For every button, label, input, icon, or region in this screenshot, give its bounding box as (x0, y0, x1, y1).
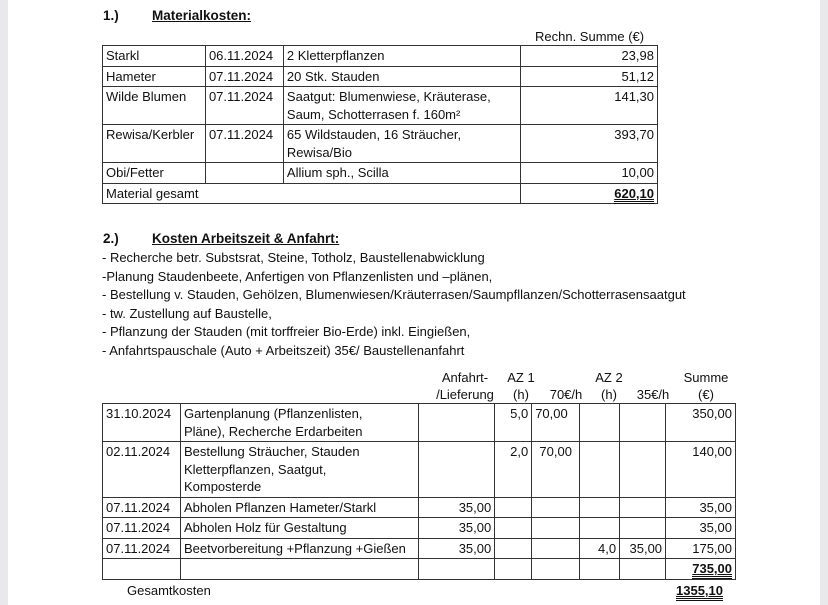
table-row (103, 538, 736, 559)
task-list (102, 249, 686, 360)
az1-cell: 5,0 (495, 404, 532, 442)
description-cell: Allium sph., Scilla (283, 163, 520, 184)
rate2-cell: 35,00 (620, 538, 666, 559)
description-cell: 2 Kletterpflanzen (283, 46, 520, 67)
description-line: Saatgut: Blumenwiese, Kräuterase, (286, 89, 491, 104)
description-line: Bestellung Sträucher, Stauden (183, 444, 360, 459)
section2-number: 2.) (103, 231, 119, 246)
az2-cell (580, 404, 620, 442)
table-row (103, 46, 658, 67)
az2-cell (580, 442, 620, 498)
material-table (102, 45, 658, 204)
list-item: - Recherche betr. Substsrat, Steine, Totholz, Baustellenabwicklung (102, 250, 485, 265)
list-item: - Bestellung v. Stauden, Gehölzen, Blumenwiesen/Kräuterrasen/Saumpfllanzen/Schotterrasensaatgut (102, 287, 686, 302)
az1-cell (495, 518, 532, 539)
subtotal-value: 735,00 (692, 561, 732, 579)
description-line: Komposterde (183, 479, 262, 494)
empty-cell (580, 559, 620, 580)
az1-cell: 2,0 (495, 442, 532, 498)
anfahrt-cell: 35,00 (419, 518, 495, 539)
description-cell (283, 125, 520, 163)
description-cell (180, 442, 418, 498)
sum-cell: 350,00 (666, 404, 736, 442)
rate2-cell (620, 497, 666, 518)
description-cell (180, 404, 418, 442)
description-line: 65 Wildstauden, 16 Sträucher, (286, 127, 462, 142)
table-row (103, 66, 658, 87)
rate2-cell (620, 518, 666, 539)
list-item: - tw. Zustellung auf Baustelle, (102, 305, 272, 321)
empty-cell (180, 559, 418, 580)
list-item: -Planung Staudenbeete, Anfertigen von Pflanzenlisten und –plänen, (102, 268, 493, 284)
header-rate1: 70€/h (549, 387, 583, 402)
header-line: (h) (601, 387, 617, 402)
az1-cell (495, 497, 532, 518)
empty-cell (495, 559, 532, 580)
header-line: AZ 1 (507, 370, 535, 385)
section1-col-header: Rechn. Summe (€) (535, 29, 645, 44)
labor-table (102, 403, 736, 580)
sum-cell: 140,00 (666, 442, 736, 498)
supplier-cell: Obi/Fetter (103, 163, 206, 184)
description-cell: 20 Stk. Stauden (283, 66, 520, 87)
date-cell: 31.10.2024 (103, 404, 181, 442)
list-item: - Anfahrtspauschale (Auto + Arbeitszeit) 35€/ Baustellenanfahrt (102, 342, 465, 358)
description-cell: Abholen Pflanzen Hameter/Starkl (180, 497, 418, 518)
supplier-cell: Rewisa/Kerbler (103, 125, 206, 163)
empty-cell (419, 559, 495, 580)
sum-cell: 35,00 (666, 518, 736, 539)
document-page (8, 0, 820, 605)
date-cell: 07.11.2024 (205, 87, 283, 125)
grand-total-value: 1355,10 (676, 583, 723, 601)
header-rate2: 35€/h (636, 387, 670, 402)
empty-cell (532, 559, 580, 580)
description-line: Pläne), Recherche Erdarbeiten (183, 423, 363, 439)
rate2-cell (620, 404, 666, 442)
header-line: /Lieferung (436, 387, 494, 402)
amount-cell: 51,12 (521, 66, 658, 87)
header-line: Anfahrt- (441, 370, 489, 385)
date-cell: 07.11.2024 (103, 518, 181, 539)
subtotal-cell (666, 559, 736, 580)
rate1-cell (532, 518, 580, 539)
header-az1 (506, 369, 536, 403)
anfahrt-cell: 35,00 (419, 497, 495, 518)
section1-title: Materialkosten: (152, 8, 252, 23)
header-line: Summe (683, 370, 729, 385)
description-line: Rewisa/Bio (286, 144, 352, 160)
table-row (103, 125, 658, 163)
total-value: 620,10 (614, 186, 654, 204)
az2-cell (580, 518, 620, 539)
header-line: (€) (698, 387, 714, 402)
rate1-cell (532, 497, 580, 518)
az1-cell (495, 538, 532, 559)
amount-cell: 393,70 (521, 125, 658, 163)
date-cell: 07.11.2024 (103, 538, 181, 559)
header-line: AZ 2 (595, 370, 623, 385)
amount-cell: 10,00 (521, 163, 658, 184)
sum-cell: 175,00 (666, 538, 736, 559)
table-row (103, 518, 736, 539)
anfahrt-cell (419, 404, 495, 442)
subtotal-row (103, 559, 736, 580)
amount-cell: 141,30 (521, 87, 658, 125)
section2-title: Kosten Arbeitszeit & Anfahrt: (152, 231, 340, 246)
amount-cell: 23,98 (521, 46, 658, 67)
description-cell (283, 87, 520, 125)
description-line: Saum, Schotterrasen f. 160m² (286, 106, 461, 122)
az2-cell: 4,0 (580, 538, 620, 559)
sum-cell: 35,00 (666, 497, 736, 518)
date-cell: 02.11.2024 (103, 442, 181, 498)
description-cell: Beetvorbereitung +Pflanzung +Gießen (180, 538, 418, 559)
header-sum (676, 369, 736, 403)
date-cell: 07.11.2024 (205, 125, 283, 163)
total-label: Material gesamt (103, 183, 521, 204)
header-az2 (592, 369, 626, 403)
total-row (103, 183, 658, 204)
description-line: Gartenplanung (Pflanzenlisten, (183, 406, 363, 421)
header-anfahrt (428, 369, 502, 403)
date-cell (205, 163, 283, 184)
supplier-cell: Starkl (103, 46, 206, 67)
supplier-cell: Wilde Blumen (103, 87, 206, 125)
table-row (103, 163, 658, 184)
section1-number: 1.) (103, 8, 119, 23)
rate2-cell (620, 442, 666, 498)
supplier-cell: Hameter (103, 66, 206, 87)
description-cell: Abholen Holz für Gestaltung (180, 518, 418, 539)
empty-cell (620, 559, 666, 580)
rate1-cell (532, 538, 580, 559)
rate1-cell: 70,00 (532, 404, 580, 442)
az2-cell (580, 497, 620, 518)
date-cell: 07.11.2024 (103, 497, 181, 518)
date-cell: 06.11.2024 (205, 46, 283, 67)
grand-total-label: Gesamtkosten (127, 583, 211, 598)
description-line: Kletterpflanzen, Saatgut, (183, 461, 327, 477)
table-row (103, 87, 658, 125)
header-line: (h) (513, 387, 529, 402)
table-row (103, 442, 736, 498)
empty-cell (103, 559, 181, 580)
anfahrt-cell: 35,00 (419, 538, 495, 559)
list-item: - Pflanzung der Stauden (mit torffreier Bio-Erde) inkl. Eingießen, (102, 324, 471, 339)
anfahrt-cell (419, 442, 495, 498)
rate1-cell: 70,00 (532, 442, 580, 498)
total-cell (521, 183, 658, 204)
table-row (103, 497, 736, 518)
table-row (103, 404, 736, 442)
date-cell: 07.11.2024 (205, 66, 283, 87)
